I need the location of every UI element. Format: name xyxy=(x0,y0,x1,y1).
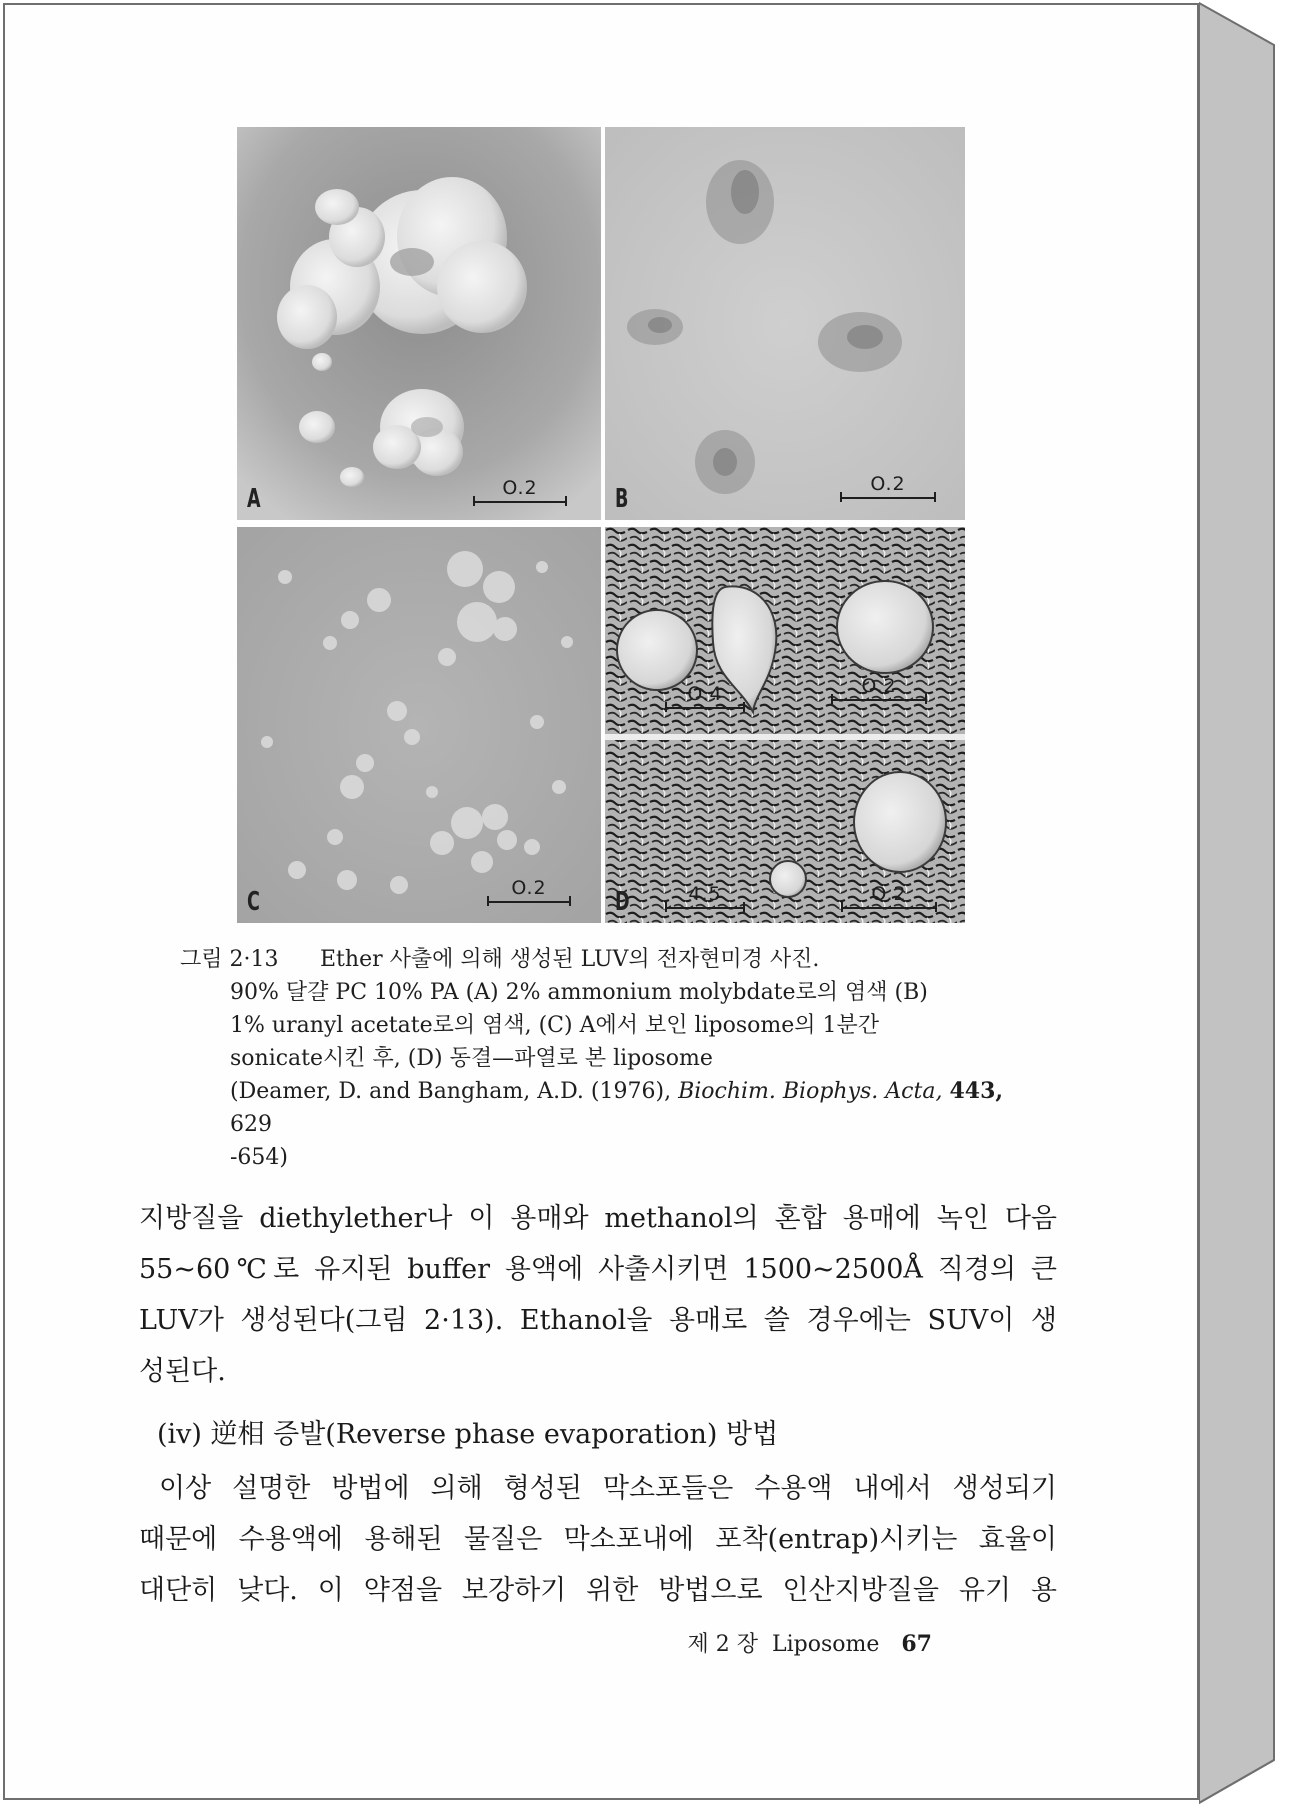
scale-bar-line xyxy=(831,699,927,701)
section-paragraph xyxy=(139,1463,1057,1616)
section-line: 대단히 낮다. 이 약점을 보강하기 위한 방법으로 인산지방질을 유기 용 xyxy=(139,1575,1057,1606)
body-line: 성된다. xyxy=(139,1356,226,1387)
section-line: 때문에 수용액에 용해된 물질은 막소포내에 포착(entrap)시키는 효율이 xyxy=(139,1524,1057,1555)
caption-line: 1% uranyl acetate로의 염색, (C) A에서 보인 liposome의 1분간 xyxy=(230,1013,880,1038)
panel-b-image xyxy=(605,127,965,520)
caption-title: Ether 사출에 의해 생성된 LUV의 전자현미경 사진. xyxy=(320,947,820,972)
scale-bar-label: O.4 xyxy=(687,683,723,705)
reference-journal: Biochim. Biophys. Acta, xyxy=(678,1079,943,1104)
scale-bar-d-top-left xyxy=(665,685,745,711)
caption-reference-tail: -654) xyxy=(230,1145,289,1170)
panel-letter-d: D xyxy=(615,887,630,917)
scale-bar-d-bottom-left xyxy=(665,885,745,911)
scale-bar-line xyxy=(665,907,745,909)
scale-bar-line xyxy=(487,901,571,903)
caption-line: 90% 달걀 PC 10% PA (A) 2% ammonium molybdate로의 염색 (B) xyxy=(230,980,928,1005)
page-footer xyxy=(687,1627,932,1658)
panel-letter-a: A xyxy=(247,484,261,514)
reference-authors: (Deamer, D. and Bangham, A.D. (1976), xyxy=(230,1079,679,1104)
scale-bar-line xyxy=(665,707,745,709)
panel-c-image xyxy=(237,527,601,923)
section-line: 이상 설명한 방법에 의해 형성된 막소포들은 수용액 내에서 생성되기 xyxy=(159,1473,1057,1504)
body-paragraph xyxy=(139,1193,1057,1397)
caption-reference xyxy=(180,1075,1040,1141)
caption-title-line xyxy=(180,943,1040,976)
footer-title: Liposome xyxy=(771,1632,880,1657)
page xyxy=(3,3,1199,1800)
reference-volume: 443, xyxy=(949,1078,1004,1104)
panel-letter-c: C xyxy=(247,887,260,917)
body-line: 55~60℃로 유지된 buffer 용액에 사출시키면 1500~2500Å 직경의 큰 xyxy=(139,1254,1057,1285)
scale-bar-c xyxy=(487,879,571,905)
panel-a-image xyxy=(237,127,601,520)
scale-bar-label: O.2 xyxy=(870,473,906,495)
footer-chapter: 제 2 장 xyxy=(687,1632,758,1657)
scale-bar-a xyxy=(473,479,567,505)
scale-bar-label: O.2 xyxy=(511,877,547,899)
scale-bar-d-bottom-right xyxy=(841,885,937,911)
scale-bar-label: 4.5 xyxy=(688,883,722,905)
body-line: LUV가 생성된다(그림 2·13). Ethanol을 용매로 쓸 경우에는 SUV이 생 xyxy=(139,1305,1057,1336)
scale-bar-label: O.2 xyxy=(502,477,538,499)
scale-bar-d-top-right xyxy=(831,677,927,703)
scale-bar-label: O.2 xyxy=(861,675,897,697)
page-number: 67 xyxy=(901,1631,932,1657)
panel-letter-b: B xyxy=(615,484,629,514)
page-stack-edge xyxy=(1199,0,1292,1806)
panel-a xyxy=(237,127,601,520)
scale-bar-line xyxy=(473,501,567,503)
caption-line: sonicate시킨 후, (D) 동결—파열로 본 liposome xyxy=(230,1046,713,1071)
panel-d xyxy=(605,527,965,923)
scale-bar-label: O.2 xyxy=(871,883,907,905)
section-heading: (iv) 逆相 증발(Reverse phase evaporation) 방법 xyxy=(157,1419,779,1450)
scale-bar-b xyxy=(840,475,936,501)
panel-b xyxy=(605,127,965,520)
panel-d-image xyxy=(605,527,965,923)
scale-bar-line xyxy=(840,497,936,499)
body-line: 지방질을 diethylether나 이 용매와 methanol의 혼합 용매에 녹인 다음 xyxy=(139,1203,1057,1234)
reference-pages: 629 xyxy=(230,1112,272,1137)
caption-label: 그림 2·13 xyxy=(180,947,279,972)
scale-bar-line xyxy=(841,907,937,909)
panel-c xyxy=(237,527,601,923)
micrograph-figure xyxy=(237,127,965,923)
figure-caption xyxy=(180,943,1040,1174)
